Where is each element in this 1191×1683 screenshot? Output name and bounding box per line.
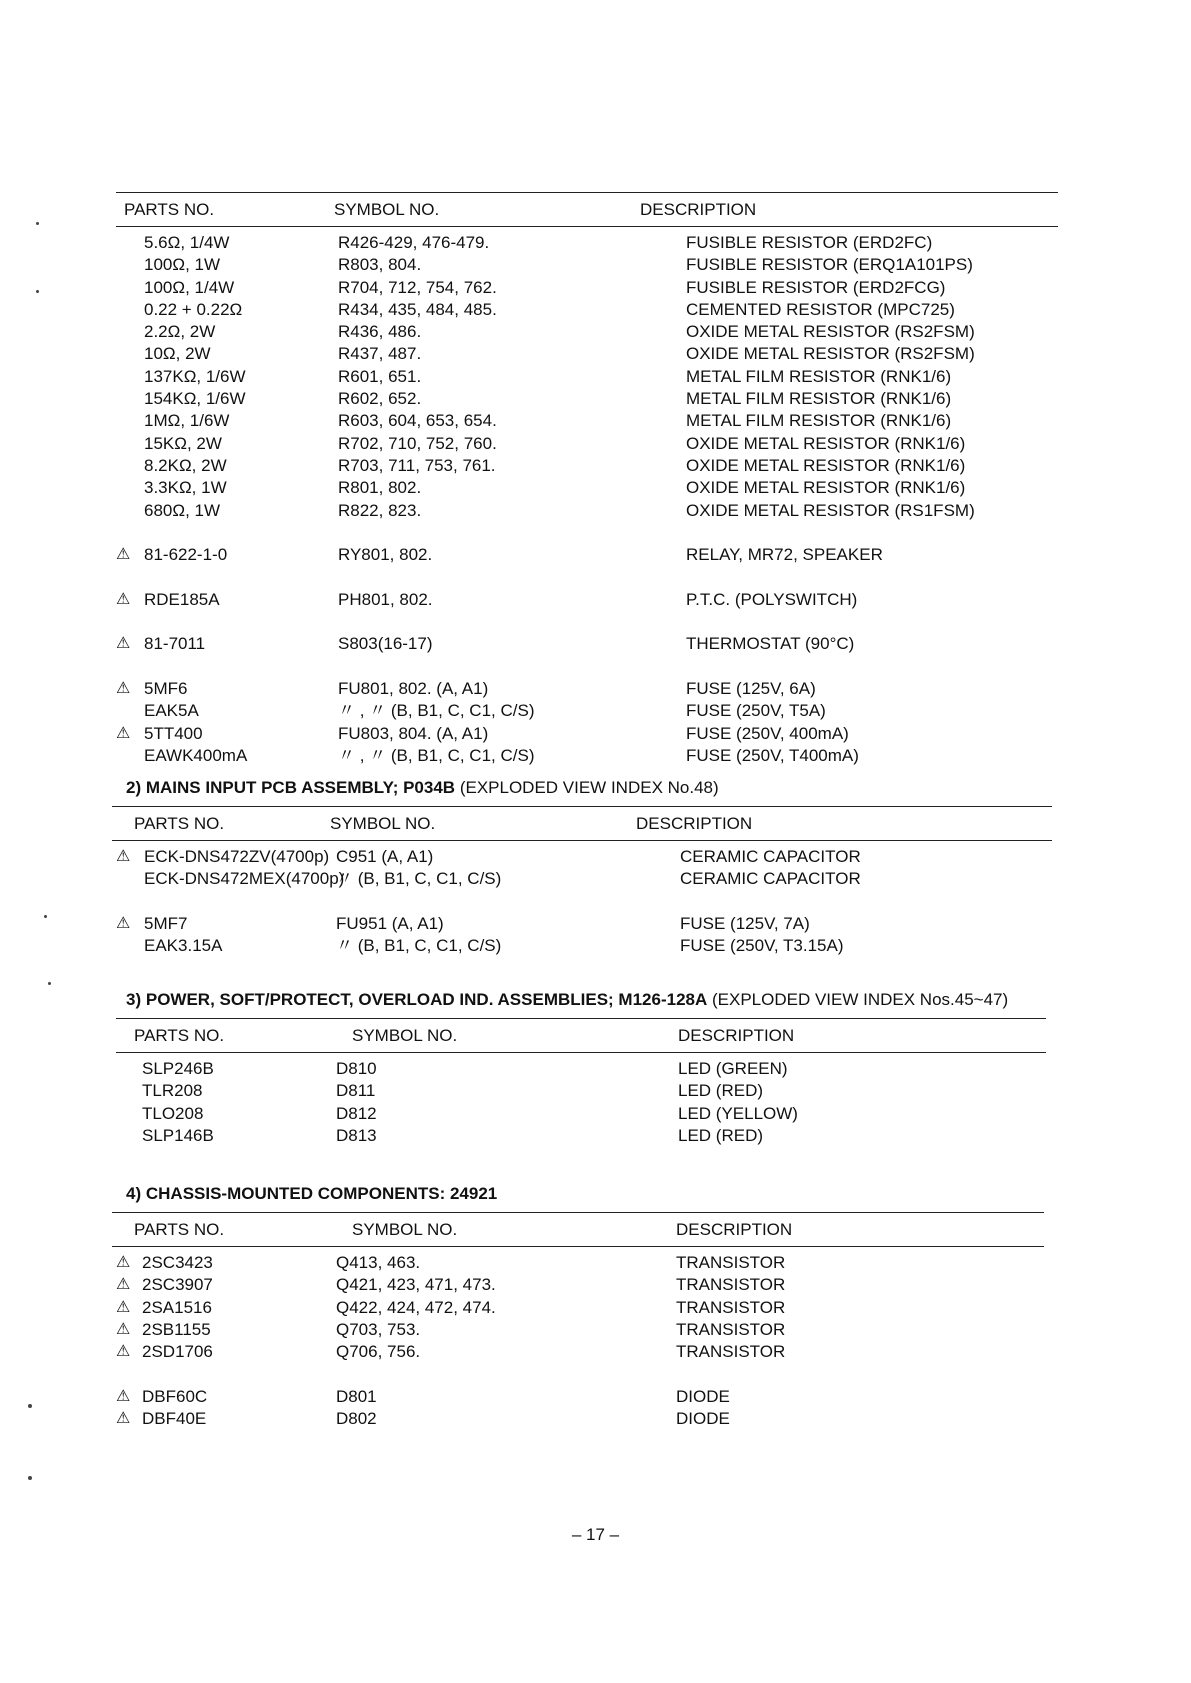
description: FUSE (125V, 7A) [680, 913, 810, 933]
warning-icon: ⚠ [116, 1276, 131, 1294]
warning-icon: ⚠ [116, 1387, 131, 1405]
symbol-number: RY801, 802. [338, 545, 433, 565]
description: FUSE (250V, 400mA) [686, 723, 849, 743]
symbol-number: Q706, 756. [336, 1342, 421, 1362]
part-number: 680Ω, 1W [144, 500, 221, 520]
table-rows [116, 227, 1058, 767]
table-row [112, 1297, 1044, 1319]
part-number: 100Ω, 1/4W [144, 277, 235, 297]
part-number: 154KΩ, 1/6W [144, 389, 246, 409]
description: DIODE [676, 1386, 730, 1406]
description: DIODE [676, 1409, 730, 1429]
table-row [116, 366, 1058, 388]
row-spacer [116, 611, 1058, 633]
header-symbol-no: SYMBOL NO. [330, 814, 436, 833]
symbol-number: R602, 652. [338, 389, 422, 409]
symbol-number: 〃 (B, B1, C, C1, C/S) [336, 869, 502, 889]
description: CEMENTED RESISTOR (MPC725) [686, 299, 955, 319]
description: TRANSISTOR [676, 1319, 786, 1339]
table-row [112, 868, 1052, 890]
description: RELAY, MR72, SPEAKER [686, 545, 883, 565]
scan-speck [44, 915, 47, 918]
part-number: 5MF7 [144, 913, 188, 933]
table-row [112, 1341, 1044, 1363]
part-number: RDE185A [144, 589, 220, 609]
description: P.T.C. (POLYSWITCH) [686, 589, 858, 609]
table-header [112, 1212, 1044, 1247]
table-row [116, 477, 1058, 499]
table-row [116, 1125, 1046, 1147]
symbol-number: R437, 487. [338, 344, 422, 364]
section-name: MAINS INPUT PCB ASSEMBLY; P034B [145, 778, 456, 797]
description: FUSE (250V, T5A) [686, 701, 826, 721]
description: METAL FILM RESISTOR (RNK1/6) [686, 389, 952, 409]
part-number: 81-622-1-0 [144, 545, 228, 565]
symbol-number: R436, 486. [338, 322, 422, 342]
symbol-number: PH801, 802. [338, 589, 433, 609]
description: OXIDE METAL RESISTOR (RNK1/6) [686, 433, 966, 453]
table-row [116, 544, 1058, 566]
description: TRANSISTOR [676, 1253, 786, 1272]
description: FUSE (125V, 6A) [686, 678, 816, 698]
symbol-number: R704, 712, 754, 762. [338, 277, 497, 297]
table-header [116, 1018, 1046, 1053]
table-row [116, 1103, 1046, 1125]
part-number: 15KΩ, 2W [144, 433, 222, 453]
description: LED (YELLOW) [678, 1103, 798, 1123]
symbol-number: D813 [336, 1125, 377, 1145]
part-number: TLR208 [142, 1081, 203, 1101]
part-number: ECK-DNS472ZV(4700p) [144, 847, 330, 866]
table-row [116, 254, 1058, 276]
warning-icon: ⚠ [116, 590, 131, 608]
parts-table-1 [116, 192, 1058, 767]
table-row [116, 589, 1058, 611]
header-symbol-no: SYMBOL NO. [352, 1026, 458, 1045]
table-row [116, 500, 1058, 522]
header-symbol-no: SYMBOL NO. [334, 200, 440, 219]
table-row [116, 299, 1058, 321]
header-description: DESCRIPTION [636, 814, 753, 833]
section-number: 3) [126, 990, 142, 1009]
table-row [116, 343, 1058, 365]
table-row [112, 1252, 1044, 1274]
warning-icon: ⚠ [116, 635, 131, 653]
row-spacer [112, 891, 1052, 913]
symbol-number: Q703, 753. [336, 1319, 421, 1339]
table-row [116, 455, 1058, 477]
table-rows [112, 841, 1052, 957]
description: FUSE (250V, T400mA) [686, 745, 859, 765]
scan-speck [36, 290, 39, 293]
table-rows [116, 1053, 1046, 1147]
part-number: SLP246B [142, 1059, 214, 1078]
warning-icon: ⚠ [116, 1343, 131, 1361]
table-row [116, 1080, 1046, 1102]
row-spacer [116, 566, 1058, 588]
part-number: 5.6Ω, 1/4W [144, 233, 230, 252]
description: METAL FILM RESISTOR (RNK1/6) [686, 411, 952, 431]
description: FUSIBLE RESISTOR (ERD2FCG) [686, 277, 946, 297]
symbol-number: R803, 804. [338, 255, 422, 275]
symbol-number: 〃 , 〃 (B, B1, C, C1, C/S) [338, 745, 535, 765]
description: FUSIBLE RESISTOR (ERQ1A101PS) [686, 255, 973, 275]
description: CERAMIC CAPACITOR [680, 847, 861, 866]
part-number: SLP146B [142, 1125, 214, 1145]
part-number: DBF60C [142, 1386, 208, 1406]
symbol-number: D802 [336, 1409, 377, 1429]
symbol-number: R801, 802. [338, 478, 422, 498]
row-spacer [116, 522, 1058, 544]
section-title [126, 990, 1008, 1010]
symbol-number: C951 (A, A1) [336, 847, 434, 866]
part-number: ECK-DNS472MEX(4700p) [144, 869, 345, 889]
warning-icon: ⚠ [116, 1298, 131, 1316]
symbol-number: FU801, 802. (A, A1) [338, 678, 489, 698]
symbol-number: Q413, 463. [336, 1253, 421, 1272]
symbol-number: R434, 435, 484, 485. [338, 299, 497, 319]
part-number: DBF40E [142, 1409, 207, 1429]
symbol-number: S803(16-17) [338, 634, 433, 654]
header-parts-no: PARTS NO. [134, 1026, 225, 1045]
parts-table-4 [112, 1184, 1044, 1430]
description: TRANSISTOR [676, 1297, 786, 1317]
part-number: TLO208 [142, 1103, 204, 1123]
table-row [116, 433, 1058, 455]
description: OXIDE METAL RESISTOR (RS2FSM) [686, 322, 975, 342]
symbol-number: FU951 (A, A1) [336, 913, 444, 933]
description: CERAMIC CAPACITOR [680, 869, 861, 889]
section-number: 4) [126, 1184, 142, 1203]
part-number: EAK5A [144, 701, 199, 721]
symbol-number: FU803, 804. (A, A1) [338, 723, 489, 743]
symbol-number: R822, 823. [338, 500, 422, 520]
symbol-number: R426-429, 476-479. [338, 233, 490, 252]
warning-icon: ⚠ [116, 546, 131, 564]
scan-speck [28, 1476, 32, 1480]
table-header [116, 192, 1058, 227]
section-title [126, 778, 719, 798]
header-description: DESCRIPTION [640, 200, 757, 219]
part-number: 0.22 + 0.22Ω [144, 299, 243, 319]
part-number: 81-7011 [144, 634, 206, 654]
description: OXIDE METAL RESISTOR (RS1FSM) [686, 500, 975, 520]
scan-speck [28, 1404, 32, 1408]
part-number: EAK3.15A [144, 936, 223, 956]
header-description: DESCRIPTION [676, 1220, 793, 1239]
part-number: 5TT400 [144, 723, 203, 743]
table-row [116, 745, 1058, 767]
header-parts-no: PARTS NO. [134, 814, 225, 833]
part-number: 2SB1155 [142, 1319, 211, 1339]
part-number: EAWK400mA [144, 745, 248, 765]
warning-icon: ⚠ [116, 724, 131, 742]
part-number: 10Ω, 2W [144, 344, 211, 364]
description: OXIDE METAL RESISTOR (RNK1/6) [686, 478, 966, 498]
part-number: 2SD1706 [142, 1342, 213, 1362]
table-row [116, 1058, 1046, 1080]
description: LED (RED) [678, 1125, 764, 1145]
page-number: – 17 – [571, 1525, 620, 1544]
description: METAL FILM RESISTOR (RNK1/6) [686, 366, 952, 386]
header-symbol-no: SYMBOL NO. [352, 1220, 458, 1239]
scan-speck [36, 222, 39, 225]
row-spacer [112, 1363, 1044, 1385]
symbol-number: 〃 , 〃 (B, B1, C, C1, C/S) [338, 701, 535, 721]
table-row [112, 846, 1052, 868]
symbol-number: D811 [336, 1081, 376, 1101]
part-number: 5MF6 [144, 678, 188, 698]
part-number: 1MΩ, 1/6W [144, 411, 230, 431]
part-number: 2SA1516 [142, 1297, 212, 1317]
parts-table-3 [116, 990, 1046, 1147]
description: LED (RED) [678, 1081, 764, 1101]
part-number: 8.2KΩ, 2W [144, 455, 227, 475]
table-row [116, 723, 1058, 745]
description: LED (GREEN) [678, 1059, 788, 1078]
warning-icon: ⚠ [116, 848, 131, 865]
symbol-number: R702, 710, 752, 760. [338, 433, 497, 453]
table-row [116, 633, 1058, 655]
symbol-number: Q421, 423, 471, 473. [336, 1275, 496, 1295]
symbol-number: D810 [336, 1059, 377, 1078]
part-number: 2SC3907 [142, 1275, 213, 1295]
table-row [112, 1408, 1044, 1430]
description: THERMOSTAT (90°C) [686, 634, 855, 654]
table-row [116, 321, 1058, 343]
section-ref: (EXPLODED VIEW INDEX Nos.45~47) [711, 990, 1009, 1009]
part-number: 100Ω, 1W [144, 255, 221, 275]
part-number: 2SC3423 [142, 1253, 213, 1272]
description: FUSE (250V, T3.15A) [680, 936, 844, 956]
table-row [112, 1274, 1044, 1296]
warning-icon: ⚠ [116, 1410, 131, 1428]
symbol-number: 〃 (B, B1, C, C1, C/S) [336, 936, 502, 956]
warning-icon: ⚠ [116, 914, 131, 932]
header-parts-no: PARTS NO. [124, 200, 215, 219]
table-row [112, 1386, 1044, 1408]
part-number: 2.2Ω, 2W [144, 322, 216, 342]
table-row [112, 1319, 1044, 1341]
table-row [116, 410, 1058, 432]
symbol-number: D812 [336, 1103, 377, 1123]
header-description: DESCRIPTION [678, 1026, 795, 1045]
section-number: 2) [126, 778, 142, 797]
header-parts-no: PARTS NO. [134, 1220, 225, 1239]
table-row [116, 678, 1058, 700]
description: FUSIBLE RESISTOR (ERD2FC) [686, 233, 933, 252]
table-rows [112, 1247, 1044, 1430]
parts-table-2 [112, 778, 1052, 957]
table-row [112, 935, 1052, 957]
description: OXIDE METAL RESISTOR (RS2FSM) [686, 344, 975, 364]
scan-speck [48, 982, 51, 985]
table-row [112, 913, 1052, 935]
warning-icon: ⚠ [116, 1254, 131, 1271]
section-name: POWER, SOFT/PROTECT, OVERLOAD IND. ASSEMBLIES; M126-128A [145, 990, 708, 1009]
description: TRANSISTOR [676, 1342, 786, 1362]
part-number: 3.3KΩ, 1W [144, 478, 227, 498]
table-row [116, 277, 1058, 299]
table-header [112, 806, 1052, 841]
section-name: CHASSIS-MOUNTED COMPONENTS: 24921 [145, 1184, 498, 1203]
symbol-number: Q422, 424, 472, 474. [336, 1297, 496, 1317]
warning-icon: ⚠ [116, 679, 131, 697]
table-row [116, 388, 1058, 410]
table-row [116, 232, 1058, 254]
warning-icon: ⚠ [116, 1320, 131, 1338]
symbol-number: R703, 711, 753, 761. [338, 455, 496, 475]
symbol-number: R601, 651. [338, 366, 422, 386]
part-number: 137KΩ, 1/6W [144, 366, 246, 386]
section-ref: (EXPLODED VIEW INDEX No.48) [459, 778, 719, 797]
symbol-number: R603, 604, 653, 654. [338, 411, 497, 431]
section-title [126, 1184, 497, 1204]
description: TRANSISTOR [676, 1275, 786, 1295]
row-spacer [116, 656, 1058, 678]
symbol-number: D801 [336, 1386, 377, 1406]
description: OXIDE METAL RESISTOR (RNK1/6) [686, 455, 966, 475]
table-row [116, 700, 1058, 722]
